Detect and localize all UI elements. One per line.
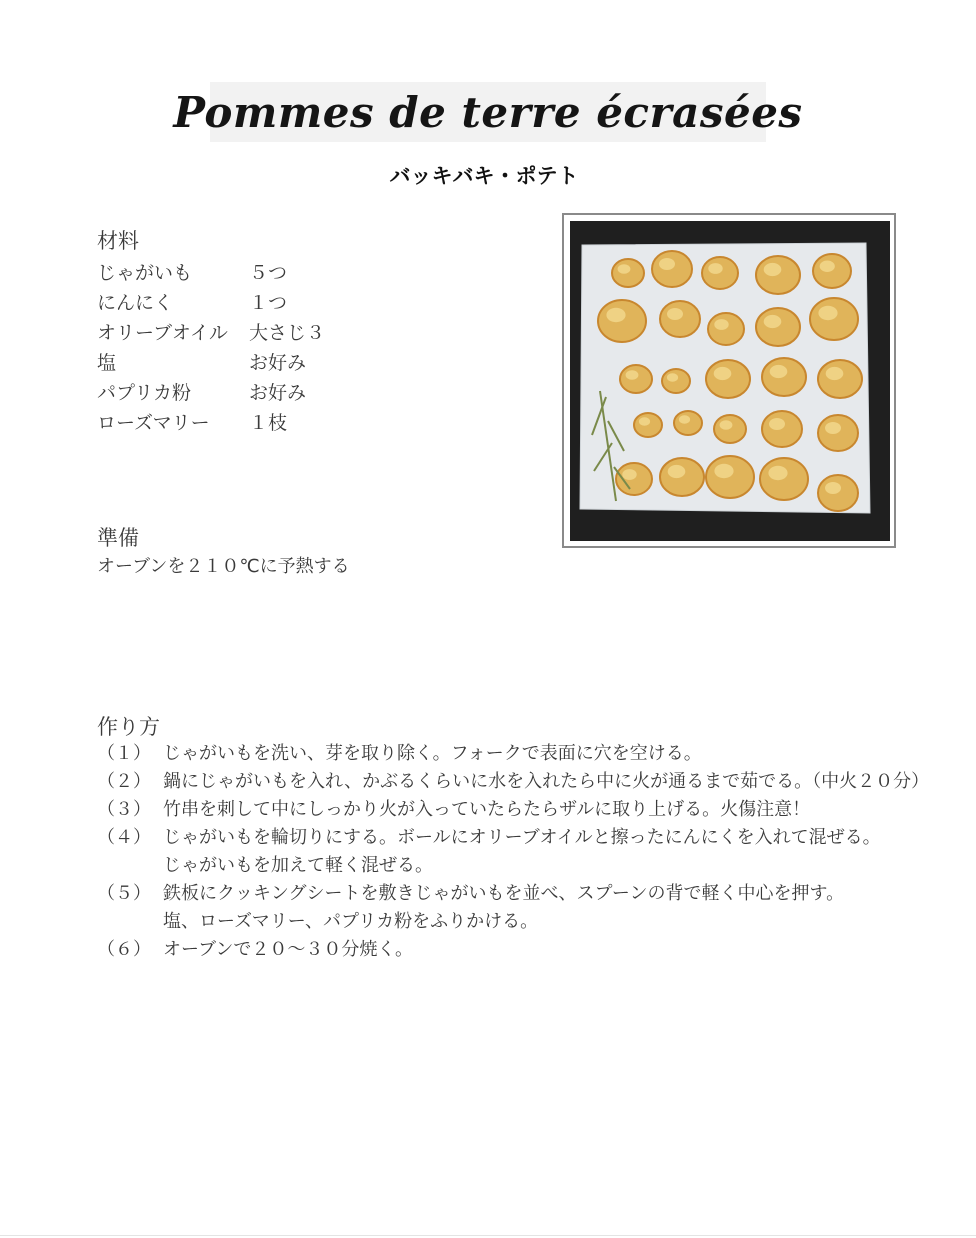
title-banner (173, 82, 803, 142)
potato-highlight (606, 308, 625, 322)
potato-highlight (769, 418, 785, 430)
potato-slice (756, 308, 800, 346)
potato-slice (598, 300, 646, 342)
ingredient-row (97, 256, 325, 286)
potato-highlight (668, 465, 686, 478)
ingredient-row (97, 316, 325, 346)
potato-slice (818, 415, 858, 451)
potato-highlight (714, 319, 728, 330)
ingredients-heading: 材料 (97, 229, 139, 253)
method-step (97, 740, 929, 768)
step-continuation: じゃがいもを加えて軽く混ぜる。 (163, 855, 433, 876)
potato-highlight (825, 482, 841, 494)
potato-slice (620, 365, 652, 393)
ingredient-name: ローズマリー (97, 411, 210, 434)
potato-slice (810, 298, 858, 340)
potato-slice (760, 458, 808, 500)
prep-heading: 準備 (97, 526, 139, 550)
method-step (97, 824, 929, 880)
potato-slice (813, 254, 851, 288)
recipe-photo-frame (562, 213, 896, 548)
potato-highlight (626, 370, 639, 380)
potato-slice (662, 369, 690, 393)
potato-highlight (639, 417, 650, 425)
potato-slice (762, 358, 806, 396)
step-continuation: 塩、ローズマリー、パプリカ粉をふりかける。 (163, 911, 539, 932)
step-text: オーブンで２０〜３０分焼く。 (163, 939, 414, 960)
ingredient-name: パプリカ粉 (97, 381, 192, 404)
potato-slice (706, 360, 750, 398)
baked-potatoes-photo (570, 221, 890, 541)
potato-slice (706, 456, 754, 498)
step-text: じゃがいもを洗い、芽を取り除く。フォークで表面に穴を空ける。 (163, 743, 702, 764)
potato-slice (714, 415, 746, 443)
potato-highlight (714, 367, 732, 380)
potato-highlight (667, 308, 683, 320)
step-text: 鍋にじゃがいもを入れ、かぶるくらいに水を入れたら中に火が通るまで茹でる。（中火２０分） (163, 771, 930, 792)
ingredient-qty: １枝 (249, 411, 288, 434)
ingredient-list (97, 256, 325, 436)
potato-slice (616, 463, 652, 495)
potato-slice (702, 257, 738, 289)
recipe-subtitle: バッキバキ・ポテト (389, 164, 579, 188)
potato-highlight (820, 261, 835, 272)
potato-highlight (768, 466, 787, 480)
potato-slice (660, 458, 704, 496)
potato-slice (756, 256, 800, 294)
ingredient-row (97, 406, 325, 436)
ingredient-qty: １つ (249, 291, 288, 314)
potato-slice (634, 413, 662, 437)
step-text: じゃがいもを輪切りにする。ボールにオリーブオイルと擦ったにんにくを入れて混ぜる。 (163, 827, 881, 848)
potato-slice (660, 301, 700, 337)
potato-highlight (764, 263, 782, 276)
ingredient-qty: お好み (249, 381, 307, 404)
potato-slice (818, 360, 862, 398)
ingredient-name: オリーブオイル (97, 321, 228, 344)
potato-highlight (818, 306, 837, 320)
potato-highlight (667, 373, 678, 381)
step-number: （６） (97, 939, 151, 960)
method-step (97, 768, 929, 796)
potato-highlight (618, 264, 631, 274)
potato-slice (674, 411, 702, 435)
method-heading: 作り方 (97, 715, 160, 739)
step-text: 鉄板にクッキングシートを敷きじゃがいもを並べ、スプーンの背で軽く中心を押す。 (163, 883, 845, 904)
potato-highlight (714, 464, 733, 478)
ingredient-row (97, 376, 325, 406)
method-step (97, 880, 929, 936)
step-text: 竹串を刺して中にしっかり火が入っていたらたらザルに取り上げる。火傷注意！ (163, 799, 811, 820)
recipe-title: Pommes de terre écrasées (173, 87, 803, 137)
ingredient-row (97, 286, 325, 316)
potato-highlight (764, 315, 782, 328)
ingredient-qty: 大さじ３ (249, 321, 326, 344)
ingredient-name: にんにく (97, 291, 174, 314)
step-number: （４） (97, 827, 151, 848)
ingredient-name: じゃがいも (97, 261, 193, 284)
potato-slice (652, 251, 692, 287)
method-step (97, 936, 929, 964)
potato-highlight (708, 263, 722, 274)
potato-slice (612, 259, 644, 287)
potato-slice (762, 411, 802, 447)
potato-highlight (826, 367, 844, 380)
potato-highlight (770, 365, 788, 378)
potato-highlight (659, 258, 675, 270)
prep-text: オーブンを２１０℃に予熱する (97, 556, 350, 577)
potato-highlight (679, 415, 690, 423)
ingredient-name: 塩 (97, 351, 117, 374)
step-number: （２） (97, 771, 151, 792)
step-number: （５） (97, 883, 151, 904)
potato-highlight (622, 469, 636, 480)
method-steps (97, 740, 929, 964)
ingredient-qty: ５つ (249, 261, 288, 284)
potato-highlight (720, 420, 733, 430)
method-step (97, 796, 929, 824)
potato-slice (818, 475, 858, 511)
ingredient-row (97, 346, 325, 376)
step-number: （３） (97, 799, 151, 820)
potato-highlight (825, 422, 841, 434)
potato-slice (708, 313, 744, 345)
ingredient-qty: お好み (249, 351, 307, 374)
step-number: （１） (97, 743, 151, 764)
page-bottom-rule (0, 1235, 976, 1236)
